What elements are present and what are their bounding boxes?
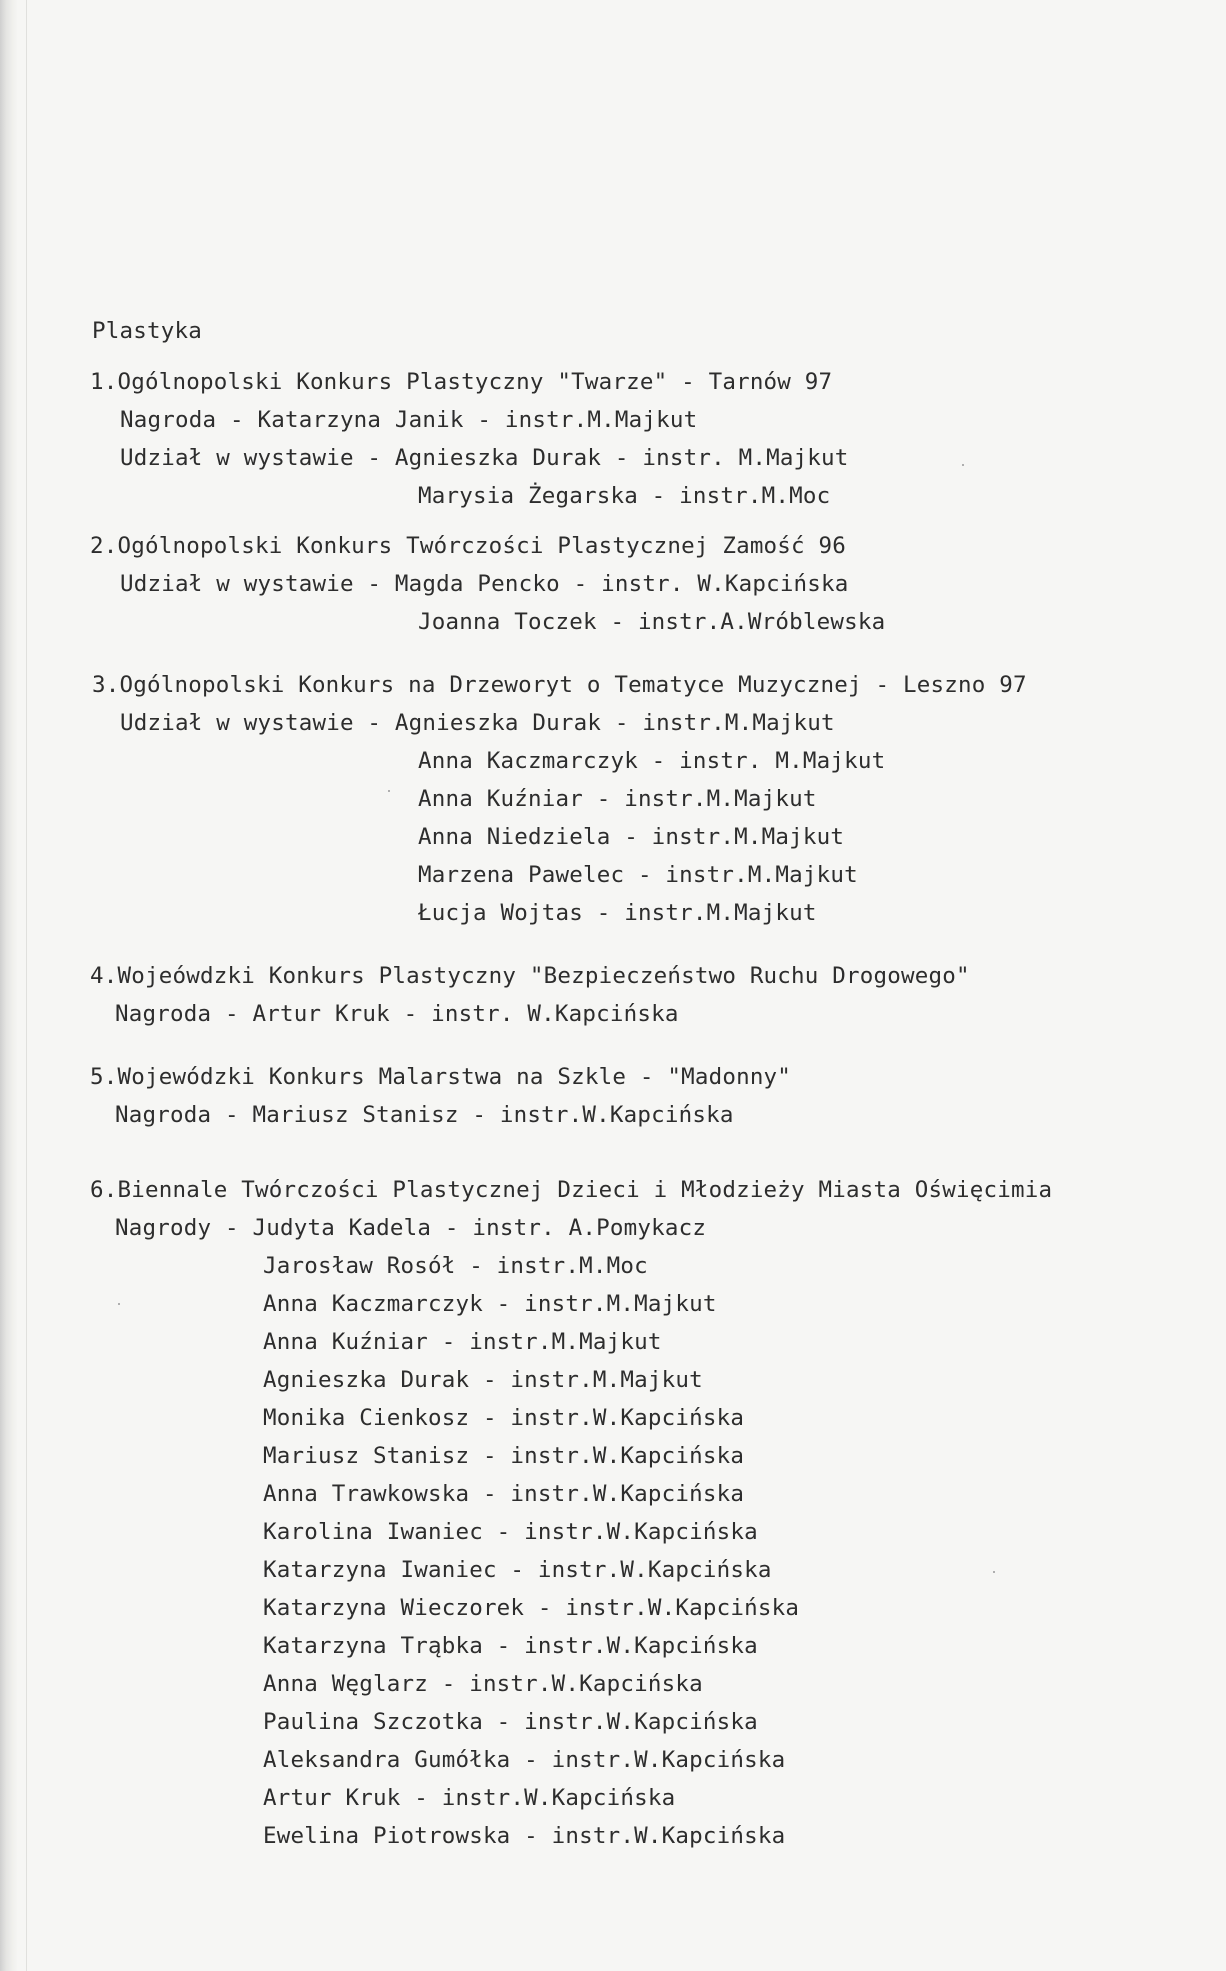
section-3-line-3: Anna Kuźniar - instr.M.Majkut — [418, 786, 817, 812]
section-6-line-2: Jarosław Rosół - instr.M.Moc — [263, 1253, 648, 1279]
section-4-title: 4.Wojeówdzki Konkurs Plastyczny "Bezpieczeństwo Ruchu Drogowego" — [90, 963, 970, 989]
section-6-line-12: Katarzyna Trąbka - instr.W.Kapcińska — [263, 1633, 758, 1659]
section-1-line-1: Nagroda - Katarzyna Janik - instr.M.Majkut — [120, 407, 698, 433]
section-3-line-1: Udział w wystawie - Agnieszka Durak - instr.M.Majkut — [120, 710, 835, 736]
binding-crease — [26, 0, 27, 1971]
section-6-line-5: Agnieszka Durak - instr.M.Majkut — [263, 1367, 703, 1393]
section-3-line-4: Anna Niedziela - instr.M.Majkut — [418, 824, 845, 850]
section-6-title: 6.Biennale Twórczości Plastycznej Dzieci i Młodzieży Miasta Oświęcimia — [90, 1177, 1053, 1203]
section-2-line-1: Udział w wystawie - Magda Pencko - instr. W.Kapcińska — [120, 571, 849, 597]
section-3-line-2: Anna Kaczmarczyk - instr. M.Majkut — [418, 748, 886, 774]
binding-edge — [0, 0, 18, 1971]
section-6-line-4: Anna Kuźniar - instr.M.Majkut — [263, 1329, 662, 1355]
section-1-title: 1.Ogólnopolski Konkurs Plastyczny "Twarze" - Tarnów 97 — [90, 369, 833, 395]
section-6-line-11: Katarzyna Wieczorek - instr.W.Kapcińska — [263, 1595, 800, 1621]
scan-speck — [118, 1303, 120, 1305]
section-6-line-9: Karolina Iwaniec - instr.W.Kapcińska — [263, 1519, 758, 1545]
section-5-title: 5.Wojewódzki Konkurs Malarstwa na Szkle - "Madonny" — [90, 1064, 792, 1090]
section-6-line-7: Mariusz Stanisz - instr.W.Kapcińska — [263, 1443, 745, 1469]
section-6-line-8: Anna Trawkowska - instr.W.Kapcińska — [263, 1481, 745, 1507]
section-heading: Plastyka — [92, 318, 202, 344]
section-3-line-5: Marzena Pawelec - instr.M.Majkut — [418, 862, 858, 888]
section-6-line-1: Nagrody - Judyta Kadela - instr. A.Pomykacz — [115, 1215, 707, 1241]
section-6-line-3: Anna Kaczmarczyk - instr.M.Majkut — [263, 1291, 717, 1317]
section-3-line-6: Łucja Wojtas - instr.M.Majkut — [418, 900, 817, 926]
section-2-title: 2.Ogólnopolski Konkurs Twórczości Plastycznej Zamość 96 — [90, 533, 847, 559]
section-3-title: 3.Ogólnopolski Konkurs na Drzeworyt o Tematyce Muzycznej - Leszno 97 — [92, 672, 1027, 698]
section-6-line-13: Anna Węglarz - instr.W.Kapcińska — [263, 1671, 703, 1697]
section-6-line-14: Paulina Szczotka - instr.W.Kapcińska — [263, 1709, 758, 1735]
section-2-line-2: Joanna Toczek - instr.A.Wróblewska — [418, 609, 886, 635]
scan-speck — [993, 1571, 995, 1573]
section-6-line-10: Katarzyna Iwaniec - instr.W.Kapcińska — [263, 1557, 772, 1583]
section-6-line-17: Ewelina Piotrowska - instr.W.Kapcińska — [263, 1823, 786, 1849]
section-6-line-6: Monika Cienkosz - instr.W.Kapcińska — [263, 1405, 745, 1431]
scan-speck — [388, 790, 390, 792]
section-4-line-1: Nagroda - Artur Kruk - instr. W.Kapcińska — [115, 1001, 679, 1027]
section-5-line-1: Nagroda - Mariusz Stanisz - instr.W.Kapcińska — [115, 1102, 734, 1128]
section-6-line-15: Aleksandra Gumółka - instr.W.Kapcińska — [263, 1747, 786, 1773]
section-1-line-3: Marysia Żegarska - instr.M.Moc — [418, 483, 831, 509]
section-1-line-2: Udział w wystawie - Agnieszka Durak - instr. M.Majkut — [120, 445, 849, 471]
scan-speck — [962, 464, 964, 466]
section-6-line-16: Artur Kruk - instr.W.Kapcińska — [263, 1785, 676, 1811]
